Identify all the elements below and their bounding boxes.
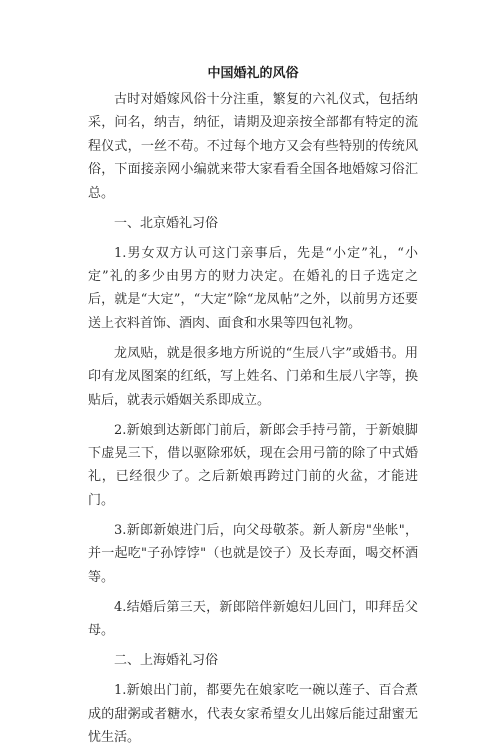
document-body [88, 66, 418, 756]
beijing-custom-2: 2.新娘到达新郎门前后，新郎会手持弓箭，于新娘脚下虚晃三下，借以驱除邪妖，现在会用弓箭的除了中式婚礼，已经很少了。之后新娘再跨过门前的火盆，才能进门。 [88, 422, 418, 508]
beijing-custom-3: 3.新郎新娘进门后，向父母敬茶。新人新房"坐帐"，并一起吃"子孙饽饽"（也就是饺子）及长寿面，喝交杯酒等。 [88, 522, 418, 585]
document-title: 中国婚礼的风俗 [207, 66, 299, 81]
section-heading-beijing: 一、北京婚礼习俗 [114, 215, 219, 231]
beijing-custom-1: 1.男女双方认可这门亲事后，先是“小定”礼，“小定”礼的多少由男方的财力决定。在婚礼的日子选定之后，就是“大定”，“大定”除“龙凤帖”之外，以前男方还要送上衣料首饰、酒肉、面食和水果等四包礼物。 [88, 245, 418, 331]
beijing-custom-4: 4.结婚后第三天，新郎陪伴新媳妇儿回门，叩拜岳父母。 [88, 599, 418, 639]
shanghai-custom-1: 1.新娘出门前，都要先在娘家吃一碗以莲子、百合煮成的甜粥或者糖水，代表女家希望女儿出嫁后能过甜蜜无忧生活。 [88, 683, 418, 745]
dragon-phoenix-paragraph: 龙凤贴，就是很多地方所说的“生辰八字”或婚书。用印有龙凤图案的红纸，写上姓名、门弟和生辰八字等，换贴后，就表示婚姻关系即成立。 [88, 345, 418, 408]
section-heading-shanghai: 二、上海婚礼习俗 [114, 653, 219, 669]
intro-paragraph: 古时对婚嫁风俗十分注重，繁复的六礼仪式，包括纳采，问名，纳吉，纳征，请期及迎亲按全部都有特定的流程仪式，一丝不苟。不过每个地方又会有些特别的传统风俗，下面接亲网小编就来带大家看看全国各地婚嫁习俗汇总。 [88, 92, 418, 201]
